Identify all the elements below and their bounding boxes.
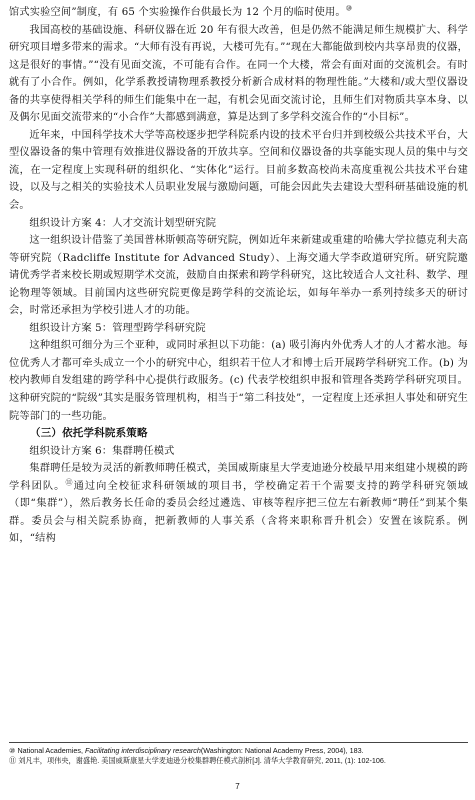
footnote: ⑪ 刘凡丰，项伟央，谢盛艳. 美国威斯康星大学麦迪逊分校集群聘任模式剖析[J]. 清华大学教育研究, 2011, (1): 102-106. — [9, 756, 386, 765]
subheading: 组织设计方案 4：人才交流计划型研究院 — [29, 217, 217, 229]
footnote-ref[interactable]: ⑩ — [345, 4, 353, 13]
subheading: 组织设计方案 5：管理型跨学科研究院 — [29, 322, 206, 334]
paragraph: 近年来，中国科学技术大学等高校逐步把学科院系内设的技术平台归并到校级公共技术平台，大型仪器设备的集中管理有效推进仪器设备的开放共享。空间和仪器设备的共享能实现人员的集中与交流，在一定程度上实现科研的组织化、“实体化”运行。目前多数高校尚未高度重视公共技术平台建设，以及与之相关的实验技术人员职业发展与激励问题，可能会因此失去建设大型科研基础设施的机会。 — [9, 129, 468, 212]
page-number: 7 — [235, 782, 240, 791]
footnote: ⑩ National Academies, Facilitating interdisciplinary research(Washington: National Academy Press, 2004), 183. — [9, 746, 364, 755]
section-heading: （三）依托学科院系策略 — [30, 427, 148, 440]
paragraph: 馆式实验空间”制度，有 65 个实验操作台供最长为 12 个月的临时使用。⑩ — [9, 4, 353, 18]
footnotes — [9, 742, 468, 766]
paragraph: 这种组织可细分为三个亚种，或同时承担以下功能：(a) 吸引海内外优秀人才的人才蓄水池。每位优秀人才都可牵头成立一个小的研究中心，组织若干位人才和博士后开展跨学科研究工作。(b) 为校内教师自发组建的跨学科中心提供行政服务。(c) 代表学校组织申报和管理各类跨学科研究项目。这种研究院的“院级”其实是服务管理机构，相当于“第二科技处”，一定程度上还承担人事处和研究生院等部门的一些功能。 — [9, 340, 468, 422]
footnote-ref[interactable]: ⑪ — [65, 478, 74, 487]
paragraph: 我国高校的基础设施、科研仪器在近 20 年有很大改善，但是仍然不能满足师生规模扩大、科学研究项目增多带来的需求。“大师有没有再说，大楼可先有。”“现在大都能做到校内共享昂贵的仪器，这是很好的事情。”“没有见面交流，不可能有合作。在同一个大楼，常会有面对面的交流机会。有时就有了小合作。例如，化学系教授请物理系教授分析新合成材料的物理性能。”大楼和/或大型仪器设备的共享使得相关学科的师生们能集中在一起，有机会见面交流讨论，且师生们对物质共享本身、以及偶尔见面交流带来的“小合作”大都感到满意，算是达到了多学科交流合作的“小目标”。 — [9, 24, 468, 124]
paragraph: 集群聘任是较为灵活的新教师聘任模式，美国威斯康星大学麦迪逊分校最早用来组建小规模的跨学科团队。⑪通过向全校征求科研领域的项目书，学校确定若干个需要支持的跨学科研究领域（即“集群”），然后教务长任命的委员会经过遴选、审核等程序把三位左右新教师“聘任”到某个集群。委员会与相关院系协商，把新教师的人事关系（含将来职称晋升机会）安置在该院系。例如，“结构 — [9, 463, 469, 545]
subheading: 组织设计方案 6：集群聘任模式 — [29, 445, 175, 457]
paragraph: 这一组织设计借鉴了美国普林斯顿高等研究院，例如近年来新建或重建的哈佛大学拉德克利夫高等研究院（Radcliffe Institute for Advanced Study）、上海交通大学李政道研究所。研究院邀请优秀学者来校长期或短期学术交流，鼓励自由探索和跨学科研究，这比较适合人文社科、数学、理论物理等领域。目前国内这些研究院更像是跨学科的交流论坛，如每年举办一系列持续多天的研讨会，时常还承担为学校引进人才的功能。 — [9, 235, 468, 317]
body-text — [9, 4, 468, 548]
